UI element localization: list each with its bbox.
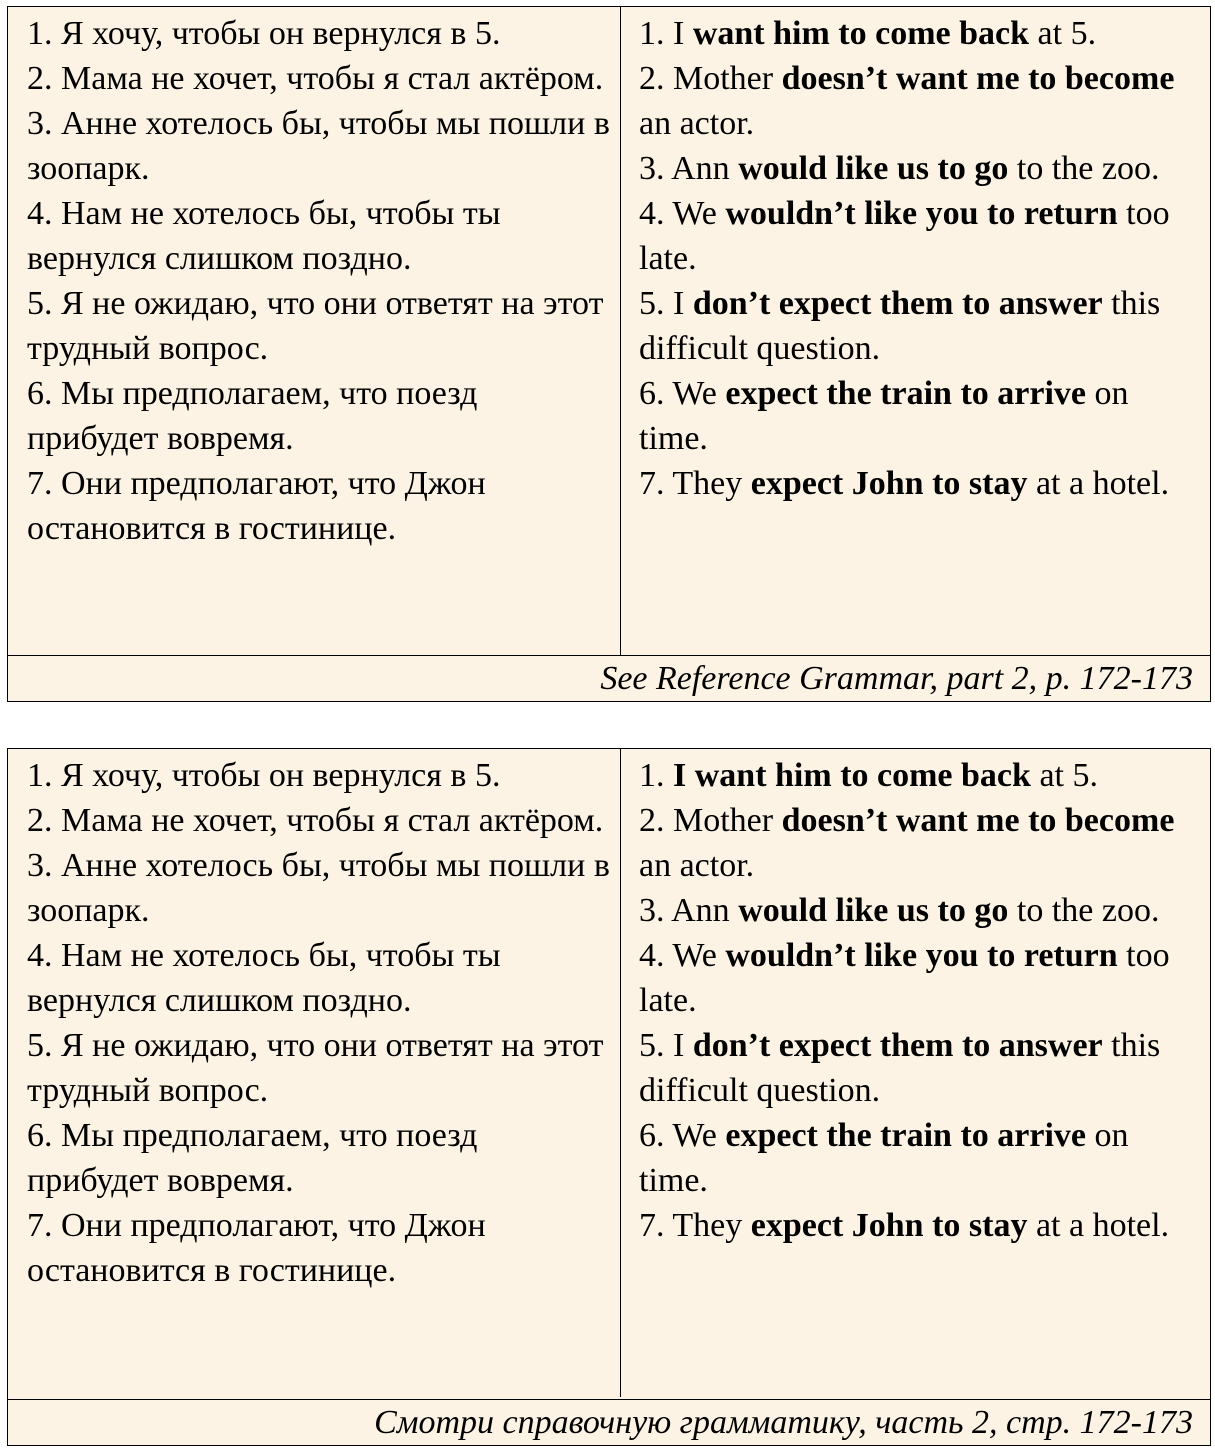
target-construction: would like us to go (738, 150, 1009, 187)
target-construction: don’t expect them to answer (692, 285, 1103, 322)
english-sentence (639, 281, 1200, 371)
grammar-reference-footer: Смотри справочную грамматику, часть 2, стр. 172-173 (8, 1399, 1210, 1445)
russian-sentence: 4. Нам не хотелось бы, чтобы ты вернулся слишком поздно. (27, 937, 501, 1019)
russian-sentence: 3. Анне хотелось бы, чтобы мы пошли в зоопарк. (27, 105, 610, 187)
russian-sentence: 3. Анне хотелось бы, чтобы мы пошли в зоопарк. (27, 847, 610, 929)
sentence-text: 6. We (639, 375, 726, 412)
russian-sentence: 4. Нам не хотелось бы, чтобы ты вернулся слишком поздно. (27, 195, 501, 277)
sentence-text: 3. Ann (639, 892, 739, 929)
sentence-text: too late. (639, 937, 1170, 1019)
target-construction: wouldn’t like you to return (725, 937, 1118, 974)
sentence-text: 7. They (639, 1207, 751, 1244)
target-construction: don’t expect them to answer (692, 1027, 1103, 1064)
target-construction: want him to come back (692, 15, 1030, 52)
target-construction: would like us to go (738, 892, 1009, 929)
target-construction: doesn’t want me to become (781, 60, 1175, 97)
sentence-text: 4. We (639, 937, 726, 974)
target-construction: expect John to stay (750, 465, 1028, 502)
sentence-text: 7. They (639, 465, 751, 502)
english-column (621, 7, 1210, 655)
translation-card-english-ref (7, 6, 1211, 702)
russian-sentence: 7. Они предполагают, что Джон остановится в гостинице. (27, 1207, 486, 1289)
sentence-text: at 5. (1030, 757, 1098, 794)
english-sentence (639, 1203, 1200, 1248)
english-sentence (639, 933, 1200, 1023)
sentence-text: 4. We (639, 195, 726, 232)
target-construction: expect John to stay (750, 1207, 1028, 1244)
russian-sentence: 6. Мы предполагаем, что поезд прибудет вовремя. (27, 375, 478, 457)
english-sentence (639, 11, 1200, 56)
target-construction: expect the train to arrive (725, 375, 1086, 412)
grammar-reference-footer: See Reference Grammar, part 2, p. 172-173 (8, 655, 1210, 701)
sentence-text: 2. Mother (639, 60, 782, 97)
sentence-text: on time. (639, 1117, 1129, 1199)
russian-column (8, 749, 621, 1397)
sentence-text: this difficult question. (639, 1027, 1161, 1109)
english-sentence (639, 146, 1200, 191)
english-sentence (639, 371, 1200, 461)
english-sentence (639, 1113, 1200, 1203)
sentence-text: too late. (639, 195, 1170, 277)
target-construction: doesn’t want me to become (781, 802, 1175, 839)
target-construction: I want him to come back (673, 757, 1031, 794)
russian-sentence: 5. Я не ожидаю, что они ответят на этот трудный вопрос. (27, 285, 604, 367)
english-sentence (639, 753, 1200, 798)
sentence-text: 2. Mother (639, 802, 782, 839)
english-sentence (639, 191, 1200, 281)
russian-sentence: 2. Мама не хочет, чтобы я стал актёром. (27, 60, 604, 97)
sentence-text: an actor. (639, 847, 755, 884)
russian-sentence: 2. Мама не хочет, чтобы я стал актёром. (27, 802, 604, 839)
russian-sentence: 6. Мы предполагаем, что поезд прибудет вовремя. (27, 1117, 478, 1199)
russian-column (8, 7, 621, 655)
sentence-text: to the zoo. (1008, 150, 1160, 187)
sentence-text: this difficult question. (639, 285, 1161, 367)
russian-sentence: 7. Они предполагают, что Джон остановится в гостинице. (27, 465, 486, 547)
translation-card-russian-ref (7, 748, 1211, 1446)
english-column (621, 749, 1210, 1397)
sentence-text: at 5. (1029, 15, 1097, 52)
sentence-text: at a hotel. (1027, 465, 1170, 502)
sentence-text: 1. (639, 757, 673, 794)
english-sentence (639, 798, 1200, 888)
sentence-text: at a hotel. (1027, 1207, 1170, 1244)
russian-sentence: 5. Я не ожидаю, что они ответят на этот трудный вопрос. (27, 1027, 604, 1109)
english-sentence (639, 461, 1200, 506)
english-sentence (639, 888, 1200, 933)
sentence-text: 6. We (639, 1117, 726, 1154)
sentence-text: 3. Ann (639, 150, 739, 187)
russian-sentence: 1. Я хочу, чтобы он вернулся в 5. (27, 757, 501, 794)
card-columns (8, 7, 1210, 655)
target-construction: wouldn’t like you to return (725, 195, 1118, 232)
sentence-text: 5. I (639, 1027, 693, 1064)
sentence-text: 5. I (639, 285, 693, 322)
card-columns (8, 749, 1210, 1397)
sentence-text: 1. I (639, 15, 693, 52)
english-sentence (639, 56, 1200, 146)
target-construction: expect the train to arrive (725, 1117, 1086, 1154)
sentence-text: on time. (639, 375, 1129, 457)
sentence-text: an actor. (639, 105, 755, 142)
sentence-text: to the zoo. (1008, 892, 1160, 929)
english-sentence (639, 1023, 1200, 1113)
russian-sentence: 1. Я хочу, чтобы он вернулся в 5. (27, 15, 501, 52)
